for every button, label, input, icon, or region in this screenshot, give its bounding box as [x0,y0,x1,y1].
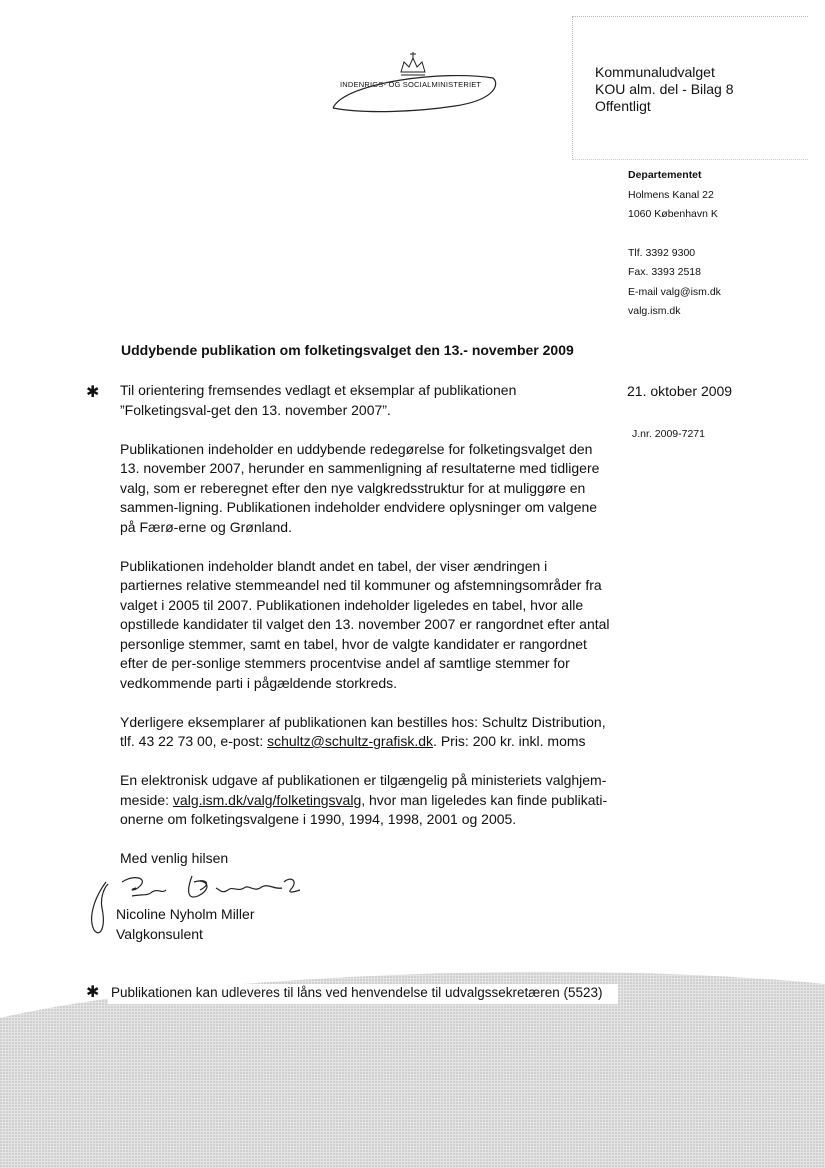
letter-date: 21. oktober 2009 [627,383,733,399]
closing-greeting: Med venlig hilsen [120,850,229,866]
letter-subject: Uddybende publikation om folketingsvalget den 13.- november 2009 [121,342,574,358]
paragraph-ordering [120,713,610,752]
letter-body [120,381,610,869]
footer-note: Publikationen kan udleveres til låns ved henvendelse til udvalgssekretæren (5523) [111,985,603,1000]
ministry-name: INDENRIGS- OG SOCIALMINISTERIET [340,80,482,89]
journal-number: J.nr. 2009-7271 [632,428,705,440]
signatory-name: Nicoline Nyholm Miller [116,906,255,922]
paragraph-intro: Til orientering fremsendes vedlagt et eksemplar af publikationen ”Folketingsval-get den 13. november 2007”. [120,382,517,418]
order-email-link[interactable]: schultz@schultz-grafisk.dk [267,733,434,749]
department-contact [628,166,721,322]
asterisk-marker-icon: ✱ [86,384,100,401]
paragraph-online [120,771,610,830]
ordering-text: Yderligere eksemplarer af publikationen kan bestilles hos: Schultz Distribution, tlf. 43 22 73 00, e-post: [120,713,606,749]
paragraph-content: Publikationen indeholder en uddybende redegørelse for folketingsvalget den 13. november 2007, herunder en sammenligning af resultaterne med tidligere valg, som er reberegnet efter den nye valgkredsstruktur for at muliggøre en sammen-ligning. Publikationen indeholder endvidere oplysninger om valgene på Færø-erne og Grønland. [120,440,600,535]
phone-number: Tlf. 3392 9300 [628,246,696,259]
stamp-committee: Kommunaludvalget [595,64,715,80]
ordering-price: . Pris: 200 kr. inkl. moms [433,733,586,749]
signatory [116,905,254,944]
website: valg.ism.dk [628,305,681,317]
online-text-rest: , hvor man ligeledes kan finde publikati-onerne om folketingsvalgene i 1990, 1994, 1998, 2001 og 2005. [120,791,608,827]
stamp-status: Offentligt [595,98,651,114]
stamp-reference: KOU alm. del - Bilag 8 [595,81,734,97]
address-city: 1060 København K [628,208,718,220]
signatory-title: Valgkonsulent [116,925,203,942]
fax-number: Fax. 3393 2518 [628,266,701,278]
department-title: Departementet [628,169,702,181]
website-link[interactable]: valg.ism.dk/valg/folketingsvalg [172,791,362,808]
paragraph-tables: Publikationen indeholder blandt andet en tabel, der viser ændringen i partiernes relative stemmeandel ned til kommuner og afstemningsområder fra valget i 2005 til 2007. Publikationen indeholder ligeledes en tabel, hvor alle opstillede kandidater til valget den 13. november 2007 er rangordnet efter antal personlige stemmer, samt en tabel, hvor de valgte kandidater er rangordnet efter de per-sonlige stemmers procentvise andel af samtlige stemmer for vedkommende parti i pågældende storkreds. [120,557,610,691]
online-text: En elektronisk udgave af publikationen er tilgængelig på ministeriets valghjem-meside: [120,772,607,808]
asterisk-marker-icon: ✱ [86,984,100,1001]
email-address: E-mail valg@ism.dk [628,285,721,298]
document-stamp [595,64,734,115]
address-street: Holmens Kanal 22 [628,188,714,201]
